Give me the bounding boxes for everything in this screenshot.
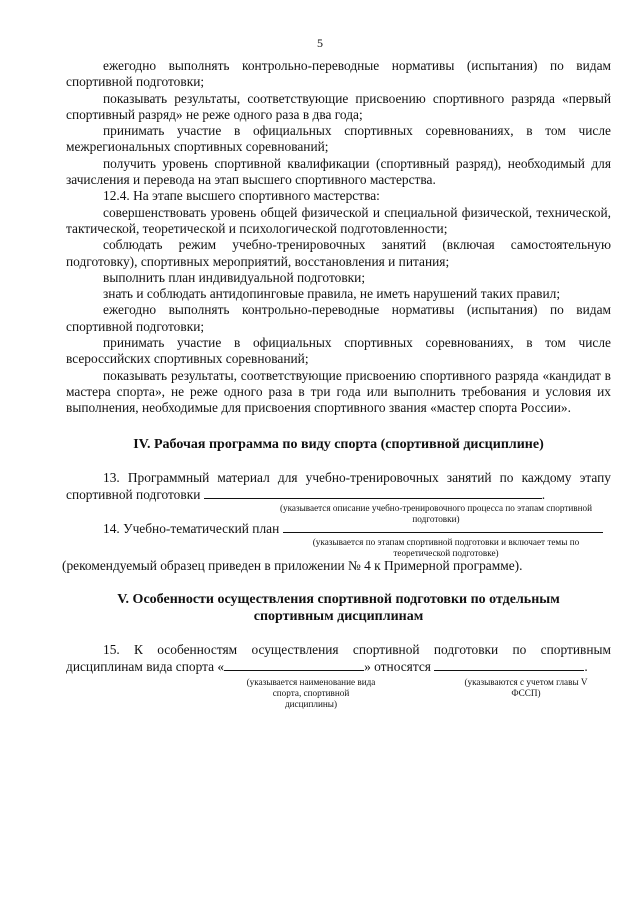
features-hint: (указываются с учетом главы V ФССП) [464,676,588,698]
page-number: 5 [317,36,323,50]
paragraph-14-text: 14. Учебно-тематический план [103,520,280,536]
section-5-heading-line-2: спортивным дисциплинам [253,608,424,624]
paragraph: 12.4. На этапе высшего спортивного мастерства: [103,188,380,204]
sport-name-blank [224,658,364,671]
paragraph: ежегодно выполнять контрольно-переводные нормативы (испытания) по видам спортивной подготовки; [66,58,611,90]
paragraph-15: 15. К особенностям осуществления спортивной подготовки по спортивным дисциплинам вида спорта « » относятся . (указывается наименование вида спорта, спортивной дисциплины) (указываются с учетом главы V ФССП) [66,641,611,709]
section-4-heading: IV. Рабочая программа по виду спорта (спортивной дисциплине) [133,436,544,452]
paragraph-13-text: 13. Программный материал для учебно-тренировочных занятий по каждому этапу спортивной подготовки [66,469,611,502]
paragraph: знать и соблюдать антидопинговые правила, не иметь нарушений таких правил; [103,286,561,302]
sport-name-hint: (указывается наименование вида спорта, спортивной дисциплины) [246,676,376,709]
paragraph: принимать участие в официальных спортивных соревнованиях, в том числе межрегиональных спортивных соревнований; [66,123,611,155]
paragraph-13-blank [204,486,542,499]
paragraph-15-text-b: » относятся [364,658,431,674]
paragraph-15-text-a: 15. К особенностям осуществления спортивной подготовки по спортивным дисциплинам вида спорта « [66,641,611,674]
paragraph-14-blank [283,520,603,533]
paragraph: совершенствовать уровень общей физической и специальной физической, технической, тактической, теоретической и психологической подготовленности; [66,204,611,236]
paragraph: соблюдать режим учебно-тренировочных занятий (включая самостоятельную подготовку), спортивных мероприятий, восстановления и питания; [66,237,611,269]
features-blank [434,658,584,671]
paragraph: получить уровень спортивной квалификации (спортивный разряд), необходимый для зачисления и перевода на этап высшего спортивного мастерства. [66,155,611,188]
paragraph: ежегодно выполнять контрольно-переводные нормативы (испытания) по видам спортивной подготовки; [66,302,611,334]
paragraph-14-note: (рекомендуемый образец приведен в приложении № 4 к Примерной программе). [62,557,523,573]
paragraph-14-hint: (указывается по этапам спортивной подготовки и включает темы по теоретической подготовке) [312,536,580,558]
paragraph: показывать результаты, соответствующие присвоению спортивного разряда «первый спортивный разряд» не реже одного раза в два года; [66,90,611,122]
paragraph: показывать результаты, соответствующие присвоению спортивного разряда «кандидат в мастера спорта», не реже одного раза в три года или выполнить требования и условия их выполнения, необходимые для присвоения спортивного звания «мастер спорта России». [66,367,611,416]
paragraph-13: 13. Программный материал для учебно-тренировочных занятий по каждому этапу спортивной подготовки . (указывается описание учебно-тренировочного процесса по этапам спортивной подготовки) [66,469,611,524]
paragraph-14 [62,520,611,575]
paragraph: выполнить план индивидуальной подготовки; [103,269,366,285]
paragraph-13-hint: (указывается описание учебно-тренировочного процесса по этапам спортивной подготовки) [279,502,593,524]
paragraph: принимать участие в официальных спортивных соревнованиях, в том числе всероссийских спортивных соревнований; [66,335,611,367]
section-5-heading-line-1: V. Особенности осуществления спортивной подготовки по отдельным [117,591,560,607]
document-body [62,58,611,722]
